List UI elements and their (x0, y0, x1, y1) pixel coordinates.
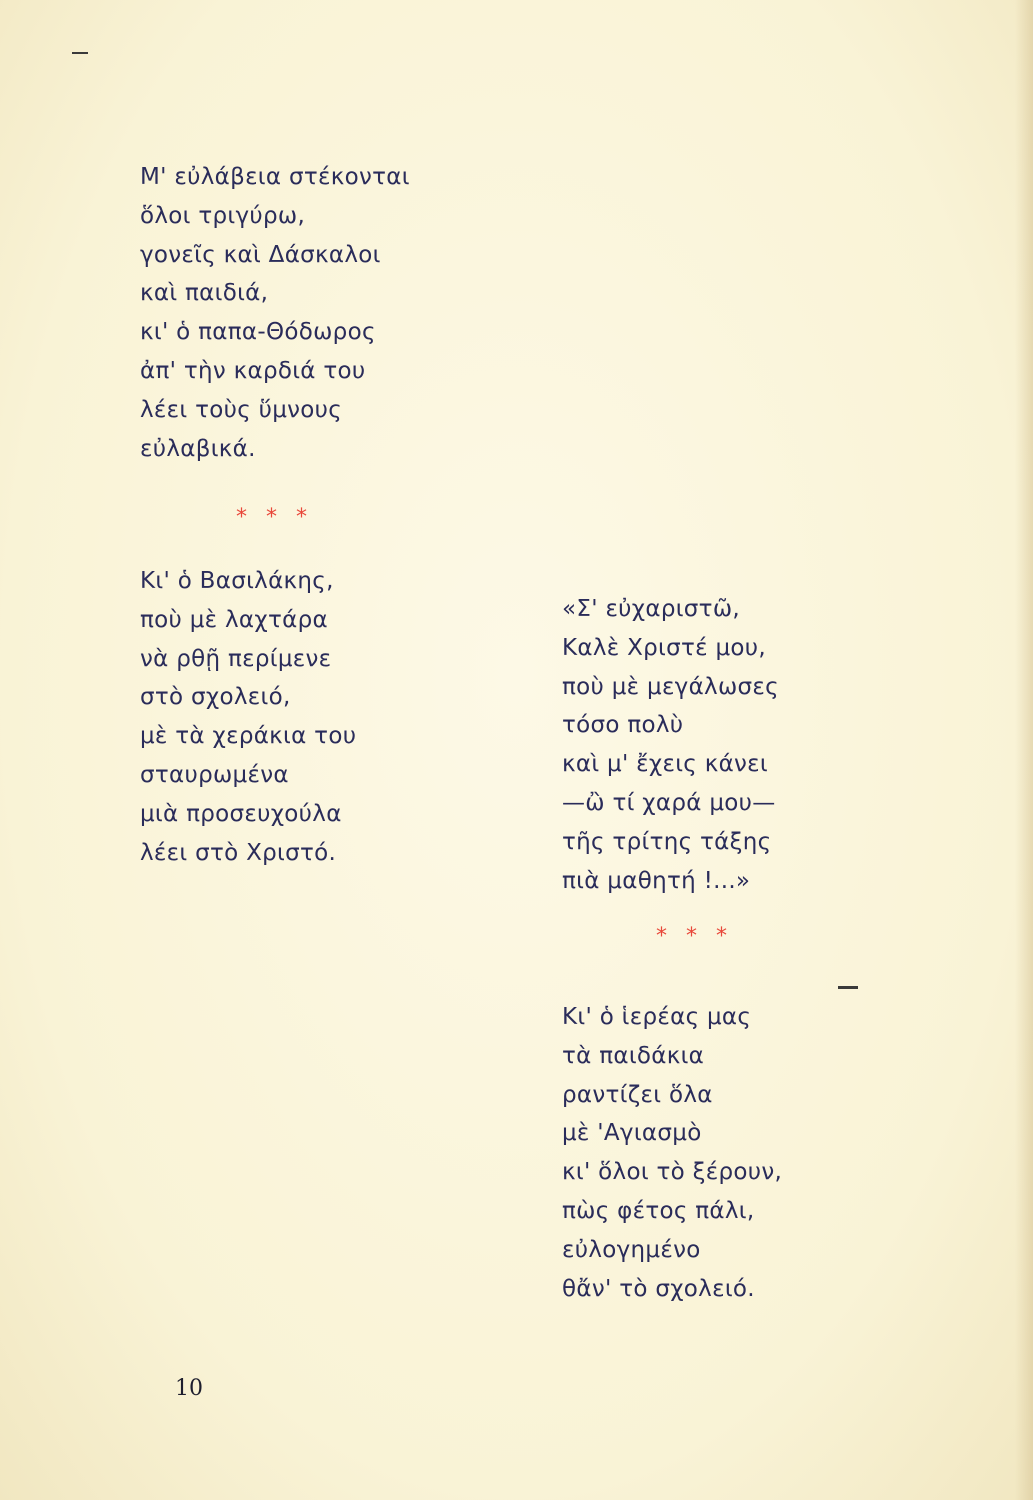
stanza-4 (562, 998, 782, 1308)
verse-line: σταυρωμένα (140, 761, 289, 788)
verse-line: πὼς φέτος πάλι, (562, 1197, 755, 1224)
stanza-2 (140, 562, 356, 872)
verse-line: νὰ ρθῇ περίμενε (140, 645, 332, 672)
ink-mark (72, 52, 88, 54)
verse-line: «Σ' εὐχαριστῶ, (562, 596, 741, 622)
stanza-1 (140, 158, 410, 468)
verse-line: κι' ὅλοι τὸ ξέρουν, (562, 1159, 783, 1186)
verse-line: Κι' ὁ ἱερέας μας (562, 1004, 752, 1030)
verse-line: καὶ μ' ἔχεις κάνει (562, 751, 768, 778)
verse-line: εὐλογημένο (562, 1236, 701, 1263)
ink-mark (838, 986, 858, 989)
verse-line: ποὺ μὲ μεγάλωσες (562, 673, 779, 700)
verse-line: ποὺ μὲ λαχτάρα (140, 606, 328, 633)
page-edge-shadow (1015, 0, 1033, 1500)
verse-line: εὐλαβικά. (140, 435, 256, 462)
verse-line: ἀπ' τὴν καρδιά του (140, 357, 366, 384)
verse-line: τόσο πολὺ (562, 712, 684, 739)
verse-line: ὅλοι τριγύρω, (140, 202, 306, 229)
verse-line: Κι' ὁ Βασιλάκης, (140, 568, 334, 594)
verse-line: ραντίζει ὅλα (562, 1081, 713, 1108)
verse-line: λέει τοὺς ὕμνους (140, 396, 343, 423)
stars-separator: * * * (656, 924, 733, 949)
verse-line: —ὢ τί χαρά μου— (562, 789, 776, 816)
verse-line: πιὰ μαθητή !...» (562, 867, 751, 894)
verse-line: τὰ παιδάκια (562, 1042, 705, 1069)
verse-line: μὲ τὰ χεράκια του (140, 723, 357, 750)
verse-line: μιὰ προσευχούλα (140, 800, 342, 827)
verse-line: λέει στὸ Χριστό. (140, 839, 337, 866)
page-number: 10 (175, 1376, 203, 1401)
verse-line: καὶ παιδιά, (140, 280, 269, 307)
stars-separator: * * * (236, 505, 313, 530)
verse-line: Καλὲ Χριστέ μου, (562, 634, 767, 661)
verse-line: μὲ 'Αγιασμὸ (562, 1120, 702, 1147)
verse-line: στὸ σχολειό, (140, 684, 291, 711)
verse-line: τῆς τρίτης τάξης (562, 828, 772, 855)
verse-line: θἄν' τὸ σχολειό. (562, 1275, 755, 1302)
stanza-3 (562, 590, 779, 900)
verse-line: γονεῖς καὶ Δάσκαλοι (140, 241, 381, 268)
verse-line: Μ' εὐλάβεια στέκονται (140, 164, 410, 190)
verse-line: κι' ὁ παπα-Θόδωρος (140, 319, 376, 346)
